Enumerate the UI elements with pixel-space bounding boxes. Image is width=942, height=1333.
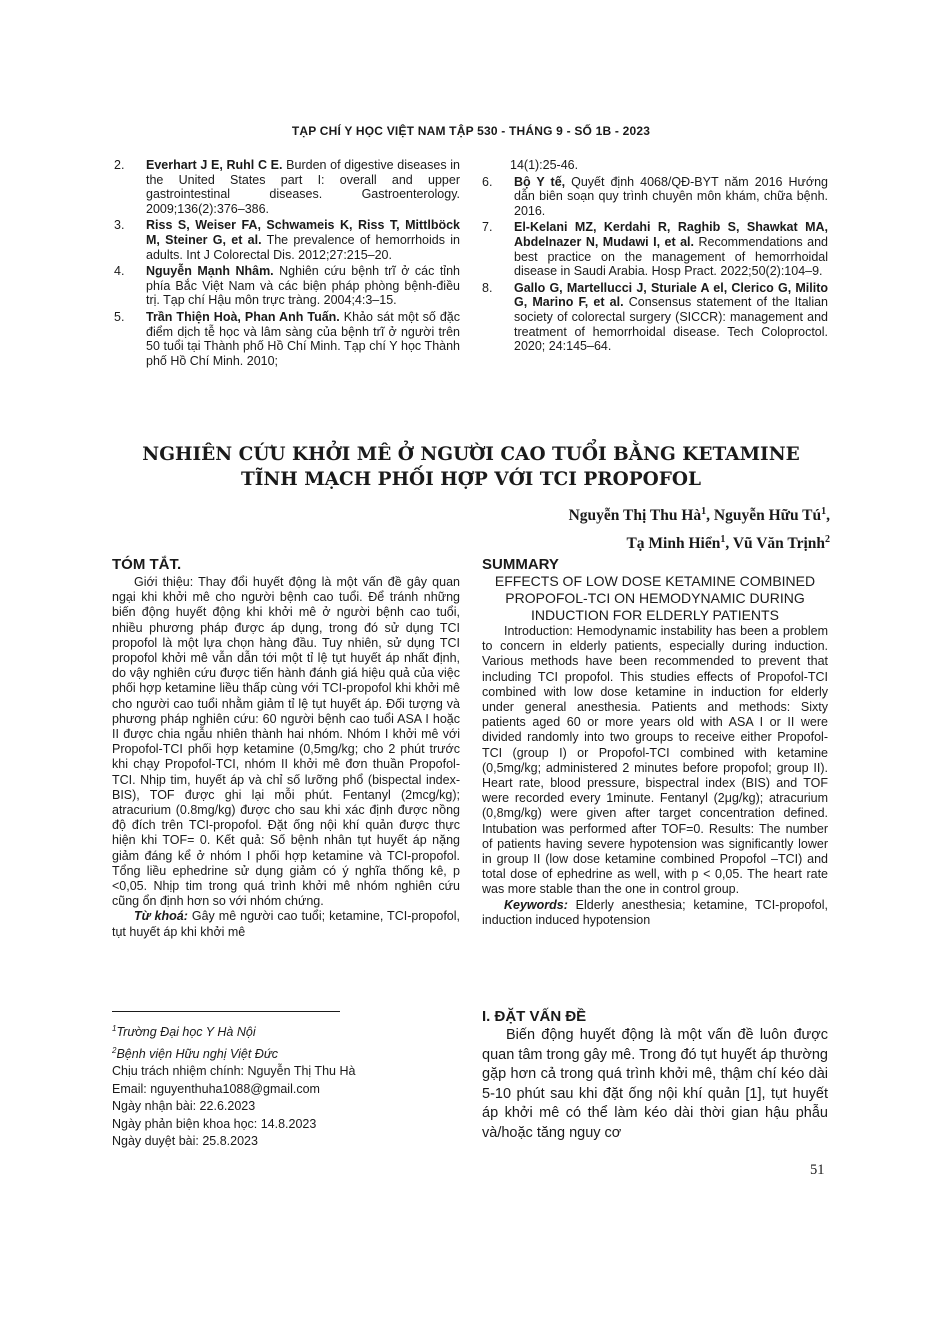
page-number: 51 — [810, 1162, 825, 1178]
abstract-body: Giới thiệu: Thay đổi huyết động là một vấn đề gây quan ngại khi khởi mê cho người bệnh cao tuổi. Để tránh những biến động huyết động khi khởi mê ở người bệnh cao tuổi, nhiều phương pháp được áp dụng, trong đó sử dụng TCI propofol là một lựa chọn hàng đầu. Tuy nhiên, sử dụng TCI propofol khởi mê vẫn dẫn tới một tỉ lệ tụt huyết áp nhất định, do vậy nghiên cứu được tiến hành đánh giá hiệu quả của việc phối hợp ketamine liều thấp cùng với TCI-propofol khi khởi mê cho người cao tuổi nhằm giảm tỉ lệ tụt huyết áp. Đối tượng và phương pháp nghiên cứu: 60 người bệnh cao tuổi ASA I hoặc II được chia ngẫu nhiên thành hai nhóm. Nhóm I khởi mê với Propofol-TCI phối hợp ketamine (0,5mg/kg; cho 2 phút trước khi chạy Propofol-TCI, nhóm II khởi mê đơn thuần Propofol-TCI. Nhịp tim, huyết áp và chỉ số lưỡng phổ (bispectal index- BIS), TOF được ghi lại mỗi phút. Fentanyl (2mcg/kg); atracurium (0.8mg/kg) được cho sau khi xác định được nồng độ đích trên TCI-propofol. Đặt ống nội khí quản được thực hiện khi TOF= 0. Kết quả: Số bệnh nhân tụt huyết áp nặng giảm đáng kể ở nhóm I phối hợp ketamine và TCI-propofol. Tổng liều ephedrine sử dụng giảm có ý nghĩa thống kê, p <0,05. Nhịp tim trong quá trình khởi mê nhóm nghiên cứu cũng ổn định hơn so với nhóm chứng. Từ khoá: Gây mê người cao tuổi; ketamine, TCI-propofol, tụt huyết áp khi khởi mê — [112, 575, 460, 939]
received-date: Ngày nhận bài: 22.6.2023 — [112, 1099, 256, 1114]
keywords-text: Gây mê người cao tuổi; ketamine, TCI-propofol, tụt huyết áp khi khởi mê — [112, 909, 460, 939]
abstract-heading: TÓM TẮT. — [112, 556, 182, 573]
approved-date: Ngày duyệt bài: 25.8.2023 — [112, 1134, 258, 1149]
reviewed-date: Ngày phản biện khoa học: 14.8.2023 — [112, 1116, 317, 1131]
affiliation-mark: 2 — [825, 534, 830, 546]
author-name: Nguyễn Hữu Tú — [713, 507, 822, 525]
reference-item: 6. Bộ Y tế, Quyết định 4068/QĐ-BYT năm 2016 Hướng dẫn biên soạn quy trình chuyên môn khám, chữa bệnh. 2016. — [482, 174, 828, 218]
article-title-line-2: TĨNH MẠCH PHỐI HỢP VỚI TCI PROPOFOL — [240, 469, 702, 490]
article-title — [0, 442, 942, 492]
section-heading: I. ĐẶT VẤN ĐỀ — [482, 1008, 587, 1025]
article-title-line-1: NGHIÊN CỨU KHỞI MÊ Ở NGƯỜI CAO TUỔI BẰNG KETAMINE — [142, 444, 800, 465]
author-list: Nguyễn Thị Thu $Hà^1$, Nguyễn Hữu $Tú^1$, Tạ Minh Hiển$^1$, Vũ Văn Trịnh$^2$ — [568, 506, 830, 553]
journal-header: TẠP CHÍ Y HỌC VIỆT NAM TẬP 530 - THÁNG 9 - SỐ 1B - 2023 — [291, 124, 651, 138]
references-right — [478, 158, 828, 356]
introduction-section — [482, 1008, 828, 1144]
vietnamese-abstract — [112, 556, 460, 940]
reference-item: 3. Riss S, Weiser FA, Schwameis K, Riss T, Mittlböck M, Steiner G, et al. The prevalence of hemorrhoids in adults. Int J Colorectal Dis. 2012;27:215–20. — [114, 218, 460, 262]
affiliation-1: Trường Đại học Y Hà Nội — [116, 1025, 256, 1040]
reference-item: 4. Nguyễn Mạnh Nhâm. Nghiên cứu bệnh trĩ ở các tỉnh phía Bắc Việt Nam và các biện pháp phòng bệnh-điều trị. Tạp chí Hậu môn trực tràng. 2004;4:3–15. — [114, 264, 460, 308]
footnote-divider — [112, 1011, 340, 1012]
keywords-label: Từ khoá: — [134, 909, 188, 924]
summary-heading: SUMMARY — [482, 556, 559, 573]
affiliation-2: Bệnh viện Hữu nghị Việt Đức — [116, 1046, 278, 1061]
author-name: Nguyễn Thị Thu Hà — [568, 507, 702, 525]
affiliation-mark: 1 — [720, 534, 726, 546]
responsible-author: Chịu trách nhiệm chính: Nguyễn Thị Thu Hà — [112, 1064, 356, 1079]
keywords-text: Elderly anesthesia; ketamine, TCI-propofol, induction induced hypotension — [482, 897, 828, 927]
affiliation-mark: 1 — [701, 506, 707, 517]
reference-item: 5. Trần Thiện Hoà, Phan Anh Tuấn. Khảo sát một số đặc điểm dịch tễ học và lâm sàng của bệnh trĩ ở người trên 50 tuổi tại Thành phố Hồ Chí Minh. Tạp chí Y học Thành phố Hồ Chí Minh. 2010; — [114, 309, 460, 368]
reference-item: 2. Everhart J E, Ruhl C E. Burden of digestive diseases in the United States part I: overall and upper gastrointestinal diseases. Gastroenterology. 2009;136(2):376–386. — [114, 158, 460, 216]
affiliation-mark: 1 — [821, 506, 827, 517]
english-summary — [482, 556, 828, 928]
summary-title: EFFECTS OF LOW DOSE KETAMINE COMBINED PROPOFOL-TCI ON HEMODYNAMIC DURING INDUCTION FOR ELDERLY PATIENTS — [494, 573, 816, 623]
reference-item: 8. Gallo G, Martellucci J, Sturiale A el, Clerico G, Milito G, Marino F, et al. Consensus statement of the Italian society of colorectal surgery (SICCR): management and treatment of hemorrhoidal disease. Tech Coloproctol. 2020; 24:145–64. — [482, 280, 828, 354]
section-body: Biến động huyết động là một vấn đề luôn được quan tâm trong gây mê. Trong đó tụt huyết áp thường gặp hơn cả trong quá trình khởi mê, thậm chí kéo dài 5-10 phút sau khi đặt ống nội khí quản [1], tụt huyết áp khởi mê có thể làm kéo dài thời gian hậu phẫu và/hoặc tăng nguy cơ — [482, 1027, 828, 1141]
keywords-label: Keywords: — [504, 897, 568, 912]
summary-body: Introduction: Hemodynamic instability has been a problem to concern in elderly patients, especially during induction. Various methods have been recommended to prevent that including TCI propofol. This studies effects of Propofol-TCI combined with low dose ketamine in induction for elderly under general anesthesia. Patients and methods: Sixty patients aged 60 or more years old with ASA I or II were divided randomly into two groups to receive either Propofol-TCI (group I) or Propofol-TCI combined with ketamine (0,5mg/kg; administered 2 minutes before propofol; group II). Heart rate, blood pressure, bispectral index (BIS) and TOF were recorded every 1minute. Fentanyl (2μg/kg); atracurium (0,8mg/kg) were given after target concentration defined. Intubation was performed after TOF=0. Results: The number of patients having severe hypotension was significantly lower in group II (low dose ketamine combined Propofol –TCI) and total dose of ephedrine as well, with p < 0,05. The heart rate was more stable than the one in control group. Keywords: Elderly anesthesia; ketamine, TCI-propofol, induction induced hypotension — [482, 624, 828, 927]
email: Email: nguyenthuha1088@gmail.com — [112, 1081, 320, 1096]
author-name: Tạ Minh Hiển — [626, 535, 721, 553]
references-left — [110, 158, 460, 370]
footnotes: $^1$Trường Đại học Y Hà Nội $^2$Bệnh viện Hữu nghị Việt Đức Chịu trách nhiệm chính: Nguyễn Thị Thu Hà Email: nguyenthuha1088@gmail.com Ngày nhận bài: 22.6.2023 Ngày phản biện khoa học: 14.8.2023 Ngày duyệt bài: 25.8.2023 — [112, 1020, 462, 1151]
reference-item: 7. El-Kelani MZ, Kerdahi R, Raghib S, Shawkat MA, Abdelnazer N, Mudawi I, et al. Recommendations and best practice on the management of hemorrhoidal disease in Saudi Arabia. Hosp Pract. 2022;50(2):104–9. — [482, 220, 829, 279]
author-name: Vũ Văn Trịnh — [732, 535, 825, 553]
reference-continuation: 14(1):25-46. — [510, 158, 579, 172]
